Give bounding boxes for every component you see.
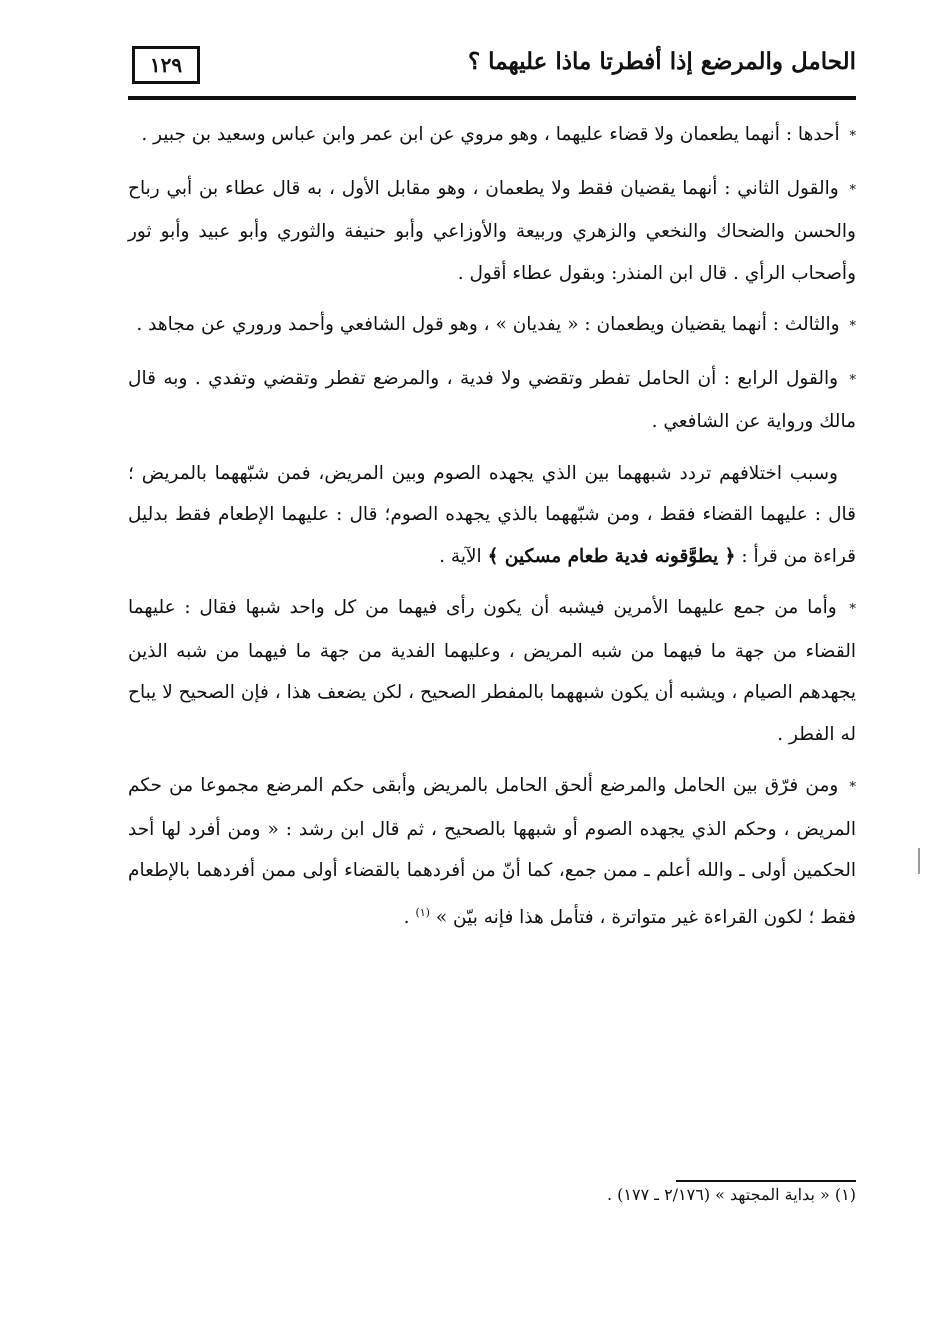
body-text bbox=[128, 114, 856, 948]
margin-mark bbox=[918, 848, 920, 874]
bullet-star: * bbox=[849, 182, 856, 198]
quran-verse: ﴿ يطوَّقونه فدية طعام مسكين ﴾ bbox=[487, 545, 736, 567]
page-number: ١٢٩ bbox=[132, 46, 200, 84]
bullet-star: * bbox=[849, 780, 856, 795]
running-header bbox=[128, 44, 856, 102]
paragraph-7 bbox=[128, 765, 856, 938]
bullet-star: * bbox=[849, 372, 856, 388]
chapter-title: الحامل والمرضع إذا أفطرتا ماذا عليهما ؟ bbox=[467, 48, 856, 75]
bullet-star: * bbox=[849, 129, 856, 144]
paragraph-5 bbox=[128, 453, 856, 578]
paragraph-6 bbox=[128, 587, 856, 755]
bullet-star: * bbox=[849, 319, 856, 334]
header-rule bbox=[128, 96, 856, 100]
paragraph-text: والثالث : أنهما يقضيان ويطعمان : « يفديان » ، وهو قول الشافعي وأحمد وروري عن مجاهد . bbox=[136, 314, 840, 335]
paragraph-1 bbox=[128, 114, 856, 158]
paragraph-3 bbox=[128, 304, 856, 348]
paragraph-text: والقول الرابع : أن الحامل تفطر وتقضي ولا فدية ، والمرضع تفطر وتقضي وتفدي . وبه قال مالك ورواية عن الشافعي . bbox=[128, 367, 856, 432]
paragraph-text: أحدها : أنهما يطعمان ولا قضاء عليهما ، وهو مروي عن ابن عمر وابن عباس وسعيد بن جبير . bbox=[141, 124, 840, 145]
paragraph-text: ومن فرّق بين الحامل والمرضع ألحق الحامل بالمريض وأبقى حكم المرضع مجموعا من حكم المريض ، وحكم الذي يجهده الصوم أو شبهها بالصحيح ، ثم قال ابن رشد : « ومن أفرد لها أحد الحكمين أولى ـ والله أعلم ـ ممن جمع، كما أنّ من أفردهما بالقضاء أولى ممن أفردهما بالإطعام فقط ؛ لكون القراءة غير متواترة ، فتأمل هذا فإنه بيّن » bbox=[128, 775, 856, 928]
paragraph-text-end: . bbox=[403, 906, 410, 928]
footnote-ref[interactable]: (١) bbox=[415, 905, 430, 919]
paragraph-2 bbox=[128, 168, 856, 295]
paragraph-4 bbox=[128, 358, 856, 443]
footnote: (١) « بداية المجتهد » (٢/١٧٦ ـ ١٧٧) . bbox=[607, 1185, 856, 1204]
bullet-star: * bbox=[849, 602, 856, 617]
paragraph-text: وأما من جمع عليهما الأمرين فيشبه أن يكون رأى فيهما من كل واحد شبها فقال : عليهما القضاء من جهة ما فيهما من شبه المريض ، وعليهما الفدية من جهة ما فيهما من شبه الذين يجهدهم الصيام ، ويشبه أن يكون شبههما بالمفطر الصحيح ، لكن يضعف هذا ، فإن الصحيح لا يباح له الفطر . bbox=[128, 597, 856, 745]
paragraph-text: وسبب اختلافهم تردد شبههما بين الذي يجهده الصوم وبين المريض، فمن شبّههما بالمريض ؛ قال : عليهما القضاء فقط ، ومن شبّههما بالذي يجهده الصوم؛ قال : عليهما الإطعام فقط بدليل قراءة من قرأ : bbox=[128, 462, 856, 567]
paragraph-text: والقول الثاني : أنهما يقضيان فقط ولا يطعمان ، وهو مقابل الأول ، به قال عطاء بن أبي رباح والحسن والضحاك والنخعي والزهري وربيعة والأوزاعي وأبو حنيفة والثوري وأبو عبيد وأبو ثور وأصحاب الرأي . قال ابن المنذر: وبقول عطاء أقول . bbox=[128, 177, 856, 284]
paragraph-text-end: الآية . bbox=[439, 545, 482, 567]
